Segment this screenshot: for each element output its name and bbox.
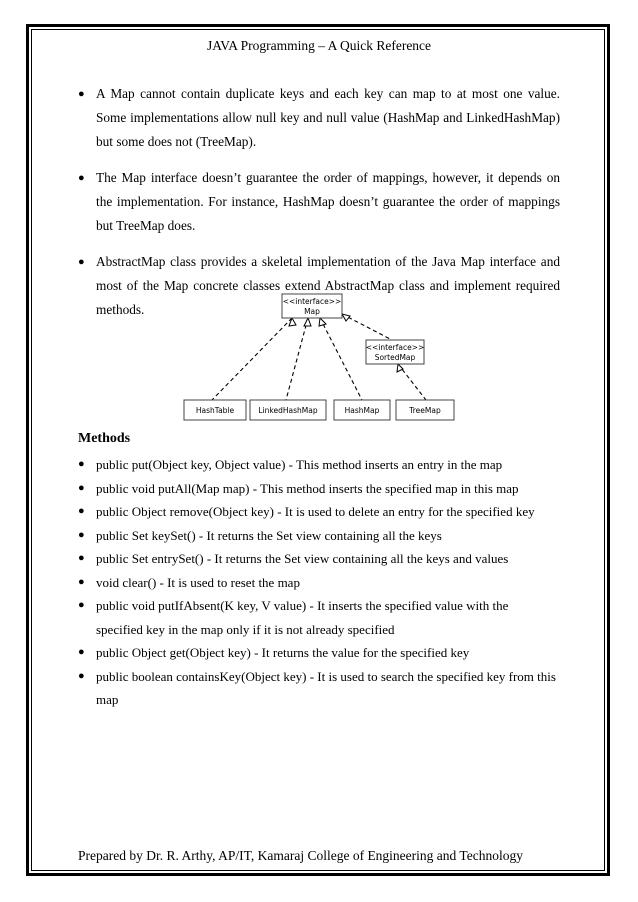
arrowhead <box>289 318 296 326</box>
bullet-icon: ● <box>78 575 85 588</box>
bullet-text: The Map interface doesn’t guarantee the order of mappings, however, it depends on the implementation. For instance, HashMap doesn’t guarantee the order of mappings but TreeMap does. <box>96 170 560 233</box>
bullet-icon: ● <box>78 552 85 564</box>
hashtable-label: HashTable <box>195 406 235 415</box>
edge-map-hashtable <box>212 318 292 400</box>
sortedmap-interface-box <box>366 340 425 364</box>
bullet-icon: ● <box>78 505 85 517</box>
linkedhashmap-label: LinkedHashMap <box>258 406 318 415</box>
list-item <box>78 166 560 238</box>
method-item <box>78 547 556 571</box>
hashmap-box <box>334 400 390 420</box>
bullet-icon: ● <box>78 481 85 494</box>
list-item <box>78 82 560 154</box>
sortedmap-stereotype: <<interface>> <box>365 343 425 352</box>
method-item <box>78 524 556 548</box>
map-stereotype: <<interface>> <box>282 297 342 306</box>
map-interface-box <box>282 294 342 318</box>
methods-list <box>78 453 556 712</box>
bullet-text: A Map cannot contain duplicate keys and each key can map to at most one value. Some implementations allow null key and null value (HashMap and LinkedHashMap) but some does not (TreeMap). <box>96 86 560 149</box>
bullet-icon: ● <box>78 528 85 541</box>
method-text: public Object remove(Object key) - It is used to delete an entry for the specified key <box>96 504 535 519</box>
hashmap-label: HashMap <box>344 406 380 415</box>
treemap-box <box>396 400 454 420</box>
method-item <box>78 641 556 665</box>
arrowhead <box>342 314 350 321</box>
bullet-icon: ● <box>78 88 85 100</box>
methods-heading: Methods <box>78 431 131 446</box>
bullet-icon: ● <box>78 458 85 470</box>
edge-map-hashmap <box>320 318 362 400</box>
bullet-icon: ● <box>78 669 85 682</box>
method-item <box>78 453 556 477</box>
method-item <box>78 477 556 501</box>
arrowhead <box>319 318 326 326</box>
page-footer: Prepared by Dr. R. Arthy, AP/IT, Kamaraj College of Engineering and Technology <box>78 848 523 863</box>
bullet-icon: ● <box>78 599 85 611</box>
method-item <box>78 665 556 712</box>
method-text: public put(Object key, Object value) - This method inserts an entry in the map <box>96 457 503 472</box>
page-header: JAVA Programming – A Quick Reference <box>206 38 432 53</box>
bullet-icon: ● <box>78 646 85 658</box>
method-item <box>78 500 556 524</box>
method-text: public void putIfAbsent(K key, V value) - It inserts the specified value with the specified key in the map only if it is not already specified <box>96 598 509 637</box>
arrowhead <box>397 364 403 372</box>
method-text: public void putAll(Map map) - This method inserts the specified map in this map <box>96 480 519 496</box>
method-text: public Set entrySet() - It returns the Set view containing all the keys and values <box>96 551 509 566</box>
method-text: public Set keySet() - It returns the Set view containing all the keys <box>96 527 442 543</box>
bullet-text: AbstractMap class provides a skeletal implementation of the Java Map interface and most of the Map concrete classes extend AbstractMap class and implement required methods. <box>96 254 560 317</box>
hashtable-box <box>184 400 246 420</box>
method-item <box>78 571 556 595</box>
arrowhead <box>304 318 311 326</box>
edge-map-linkedhashmap <box>286 318 308 400</box>
bullet-icon: ● <box>78 256 85 268</box>
map-hierarchy-diagram <box>180 288 460 428</box>
linkedhashmap-box <box>250 400 326 420</box>
edge-map-sortedmap <box>342 314 392 340</box>
sortedmap-name: SortedMap <box>374 353 416 362</box>
treemap-label: TreeMap <box>409 406 441 415</box>
method-text: public Object get(Object key) - It returns the value for the specified key <box>96 645 470 660</box>
method-text: public boolean containsKey(Object key) - It is used to search the specified key from this map <box>96 668 556 707</box>
method-text: void clear() - It is used to reset the map <box>96 574 300 590</box>
map-name: Map <box>304 307 320 316</box>
method-item <box>78 594 556 641</box>
bullet-icon: ● <box>78 172 85 184</box>
